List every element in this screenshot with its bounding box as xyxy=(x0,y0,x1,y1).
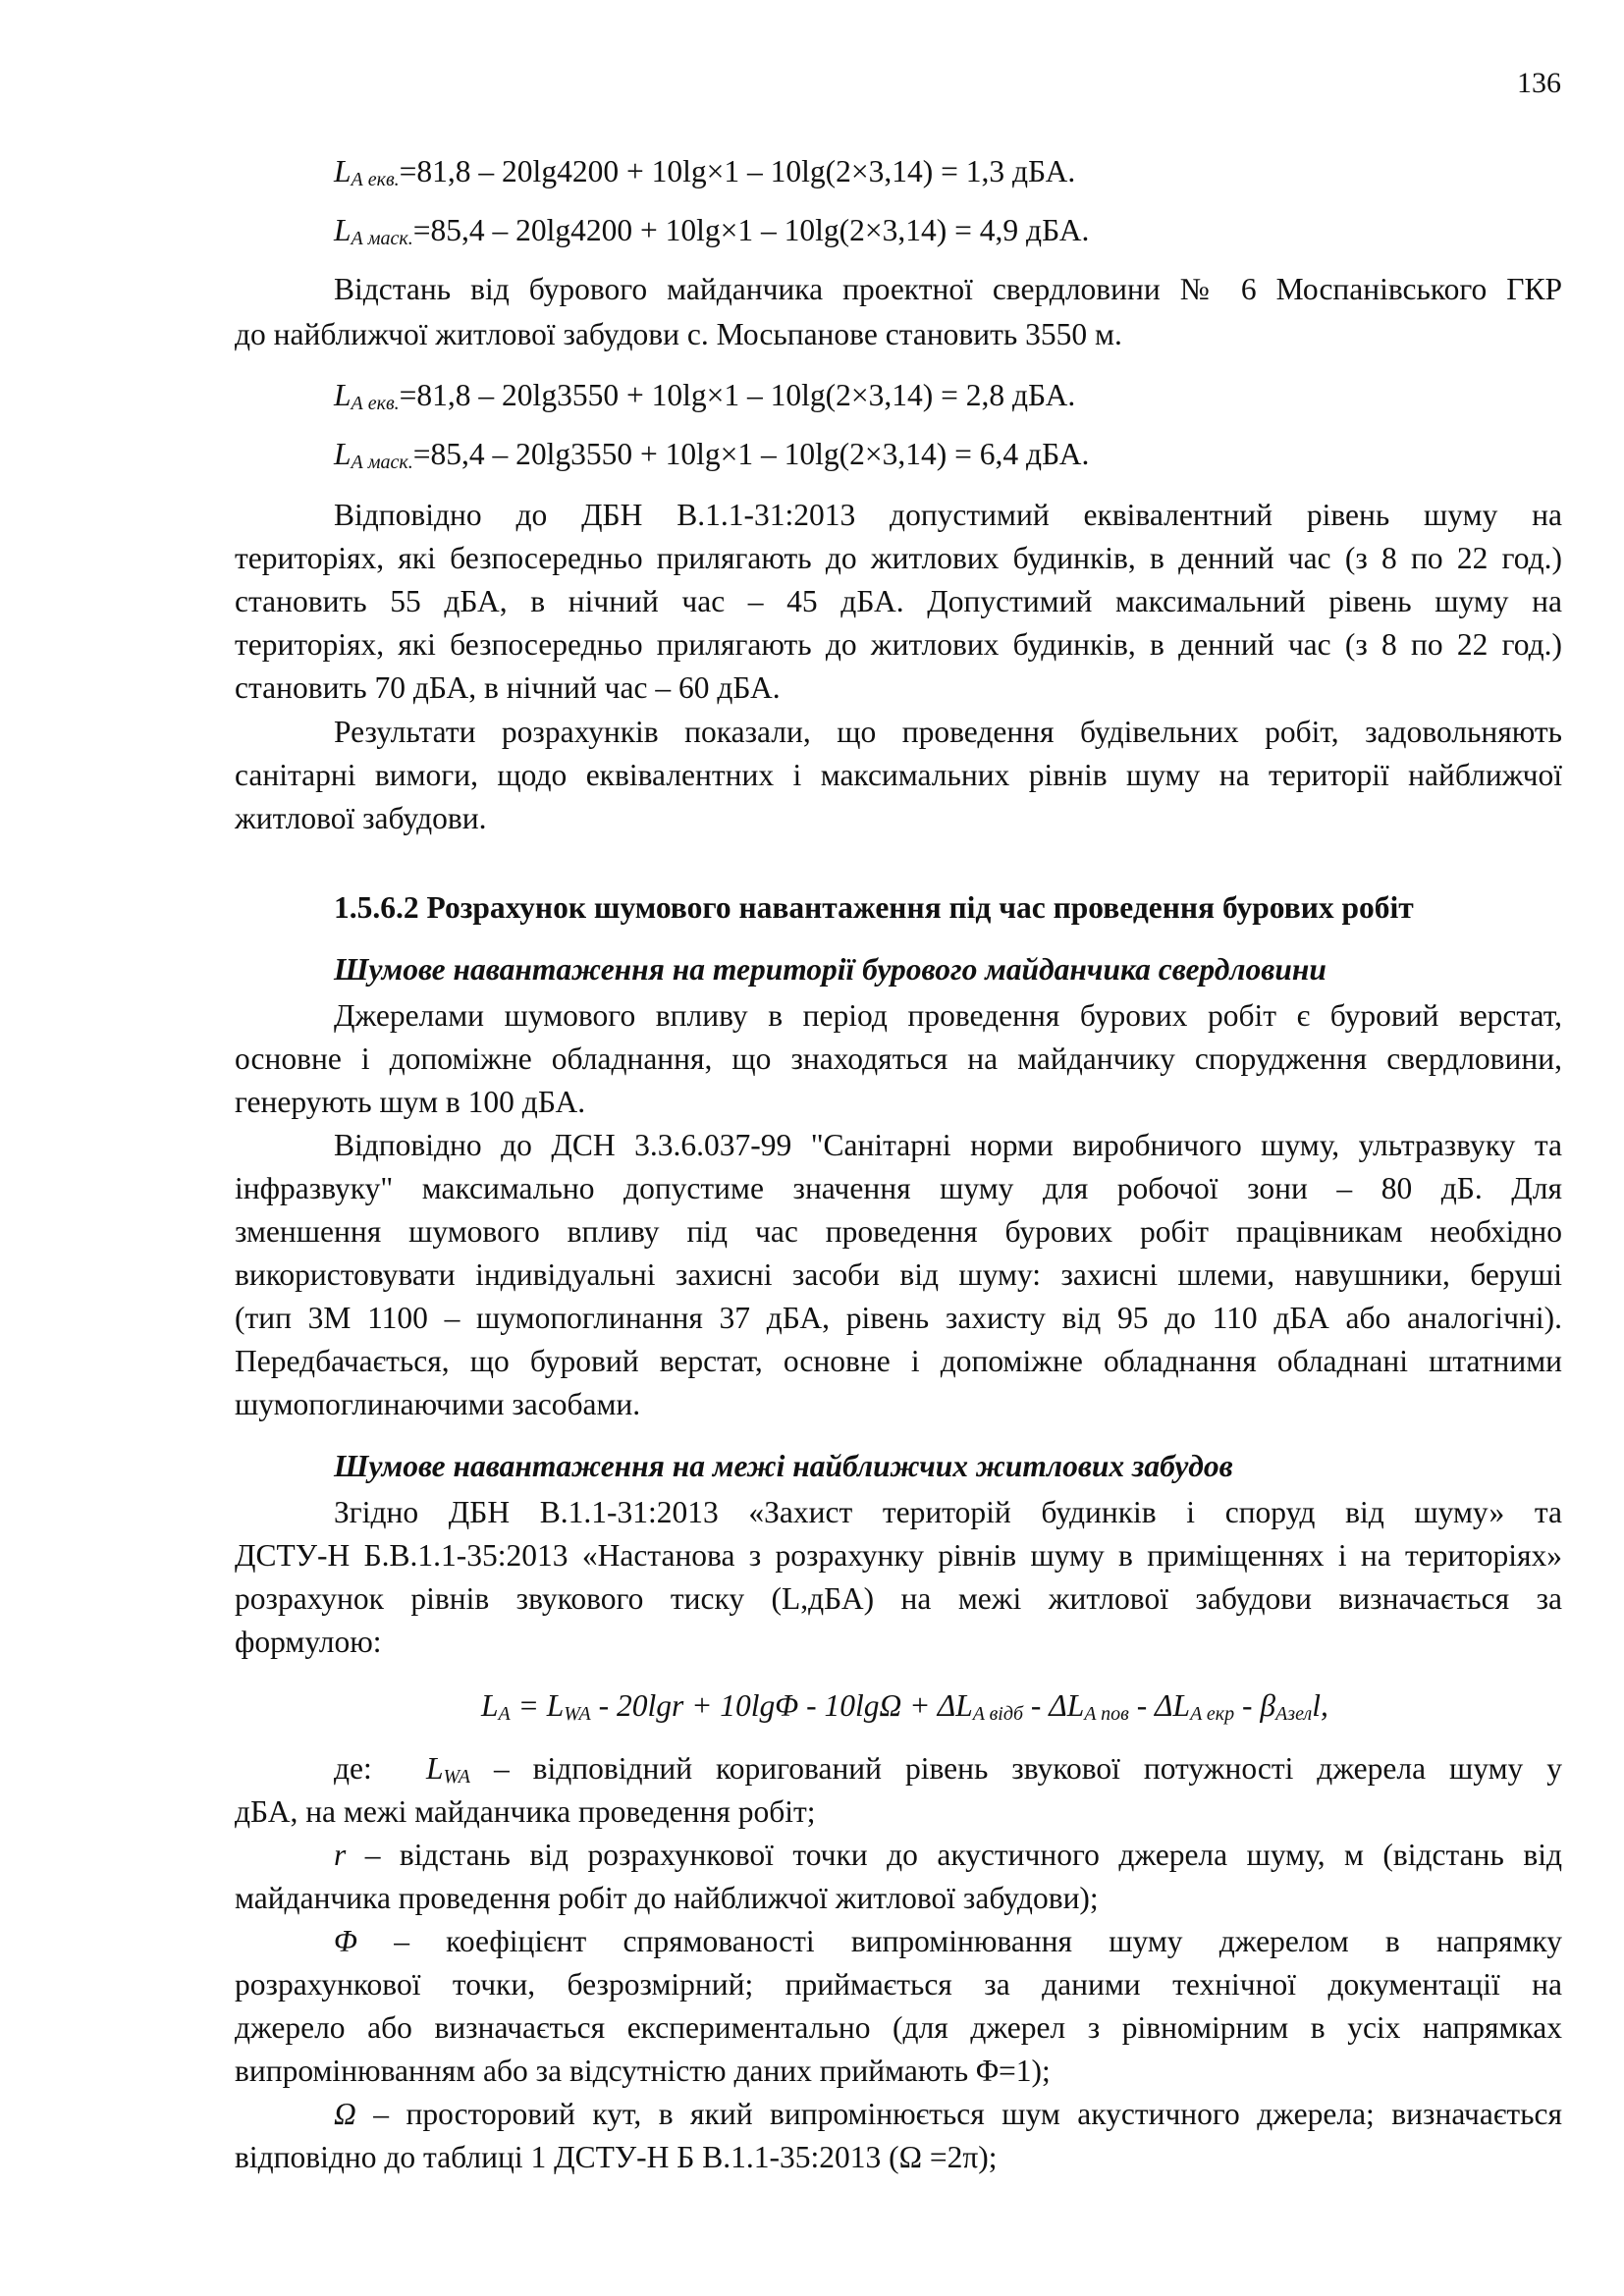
definition-line: майданчика проведення робіт до найближчої житлової забудови); xyxy=(235,1881,1099,1915)
definition-line: $L_{WA}$ – відповідний коригований рівень звукової потужності джерела шуму у xyxy=(426,1751,1562,1788)
paragraph-line: Відстань від бурового майданчика проектної свердловини № 6 Моспанівського ГКР xyxy=(334,272,1562,306)
page-number: 136 xyxy=(1517,67,1561,99)
section-heading: 1.5.6.2 Розрахунок шумового навантаження під час проведення бурових робіт xyxy=(334,890,1414,925)
paragraph-line: Згідно ДБН В.1.1-31:2013 «Захист територій будинків і споруд від шуму» та xyxy=(334,1495,1562,1529)
paragraph-line: ДСТУ-Н Б.В.1.1-35:2013 «Настанова з розрахунку рівнів шуму в приміщеннях і на територіях» xyxy=(235,1538,1562,1573)
subheading: Шумове навантаження на території бурового майданчика свердловини xyxy=(334,952,1326,987)
paragraph-line: Відповідно до ДБН В.1.1-31:2013 допустимий еквівалентний рівень шуму на xyxy=(334,498,1562,532)
paragraph-line: використовувати індивідуальні захисні засоби від шуму: захисні шлеми, навушники, беруші xyxy=(235,1257,1562,1292)
subheading: Шумове навантаження на межі найближчих житлових забудов xyxy=(334,1449,1233,1483)
paragraph-line: житлової забудови. xyxy=(235,801,487,835)
paragraph-line: Відповідно до ДСН 3.3.6.037-99 "Санітарні норми виробничого шуму, ультразвуку та xyxy=(334,1128,1562,1162)
paragraph-line: формулою: xyxy=(235,1625,382,1659)
paragraph-line: генерують шум в 100 дБА. xyxy=(235,1085,586,1119)
paragraph-line: територіях, які безпосередньо прилягають до житлових будинків, в денний час (з 8 по 22 год.) xyxy=(235,627,1562,662)
definition-line: дБА, на межі майданчика проведення робіт; xyxy=(235,1794,816,1829)
calc-line: $L_{А маск.}=85,4 - 20\lg 4200 + 10\lg\times 1 - 10\lg(2\times 3,14) = 4,9$ дБА. xyxy=(334,213,1090,249)
calc-line: $L_{А екв.}=81,8 - 20\lg 3550 + 10\lg\times 1 - 10\lg(2\times 3,14) = 2,8$ дБА. xyxy=(334,378,1076,414)
paragraph-line: Джерелами шумового впливу в період проведення бурових робіт є буровий верстат, xyxy=(334,998,1562,1033)
paragraph-line: територіях, які безпосередньо прилягають до житлових будинків, в денний час (з 8 по 22 год.) xyxy=(235,541,1562,575)
definition-line: r – відстань від розрахункової точки до акустичного джерела шуму, м (відстань від xyxy=(334,1838,1562,1872)
definition-line: джерело або визначається експериментально (для джерел з рівномірним в усіх напрямках xyxy=(235,2010,1562,2045)
definition-label: де: xyxy=(334,1751,372,1786)
paragraph-line: до найближчої житлової забудови с. Мосьпанове становить 3550 м. xyxy=(235,317,1122,351)
noise-level-formula: $L_A = L_{WA} - 20\lg r + 10\lg\Phi - 10\lg\Omega + \Delta L_{A відб} - \Delta L_{A пов} - \Delta L_{A екр} - \beta_{Азел}l$, xyxy=(481,1688,1328,1725)
calc-line: $L_{А маск.}=85,4 - 20\lg 3550 + 10\lg\times 1 - 10\lg(2\times 3,14) = 6,4$ дБА. xyxy=(334,437,1090,473)
paragraph-line: шумопоглинаючими засобами. xyxy=(235,1387,641,1421)
paragraph-line: становить 70 дБА, в нічний час – 60 дБА. xyxy=(235,670,781,705)
definition-line: відповідно до таблиці 1 ДСТУ-Н Б В.1.1-35:2013 (Ω =2π); xyxy=(235,2140,998,2174)
definition-line: Ω – просторовий кут, в який випромінюється шум акустичного джерела; визначається xyxy=(334,2097,1562,2131)
paragraph-line: Результати розрахунків показали, що проведення будівельних робіт, задовольняють xyxy=(334,715,1562,749)
paragraph-line: основне і допоміжне обладнання, що знаходяться на майданчику спорудження свердловини, xyxy=(235,1041,1562,1076)
paragraph-line: (тип 3М 1100 – шумопоглинання 37 дБА, рівень захисту від 95 до 110 дБА або аналогічні). xyxy=(235,1301,1562,1335)
definition-line: випромінюванням або за відсутністю даних приймають Φ=1); xyxy=(235,2054,1051,2088)
paragraph-line: становить 55 дБА, в нічний час – 45 дБА. Допустимий максимальний рівень шуму на xyxy=(235,584,1562,618)
paragraph-line: Передбачається, що буровий верстат, основне і допоміжне обладнання обладнані штатними xyxy=(235,1344,1562,1378)
paragraph-line: санітарні вимоги, щодо еквівалентних і максимальних рівнів шуму на території найближчої xyxy=(235,758,1562,792)
definition-line: розрахункової точки, безрозмірний; приймається за даними технічної документації на xyxy=(235,1967,1562,2002)
paragraph-line: інфразвуку" максимально допустиме значення шуму для робочої зони – 80 дБ. Для xyxy=(235,1171,1562,1205)
calc-line: $L_{А екв.}=81,8 - 20\lg 4200 + 10\lg\times 1 - 10\lg(2\times 3,14) = 1,3$ дБА. xyxy=(334,154,1076,190)
paragraph-line: зменшення шумового впливу під час проведення бурових робіт працівникам необхідно xyxy=(235,1214,1562,1249)
definition-line: Φ – коефіцієнт спрямованості випромінювання шуму джерелом в напрямку xyxy=(334,1924,1562,1958)
paragraph-line: розрахунок рівнів звукового тиску (L,дБА) на межі житлової забудови визначається за xyxy=(235,1581,1562,1616)
